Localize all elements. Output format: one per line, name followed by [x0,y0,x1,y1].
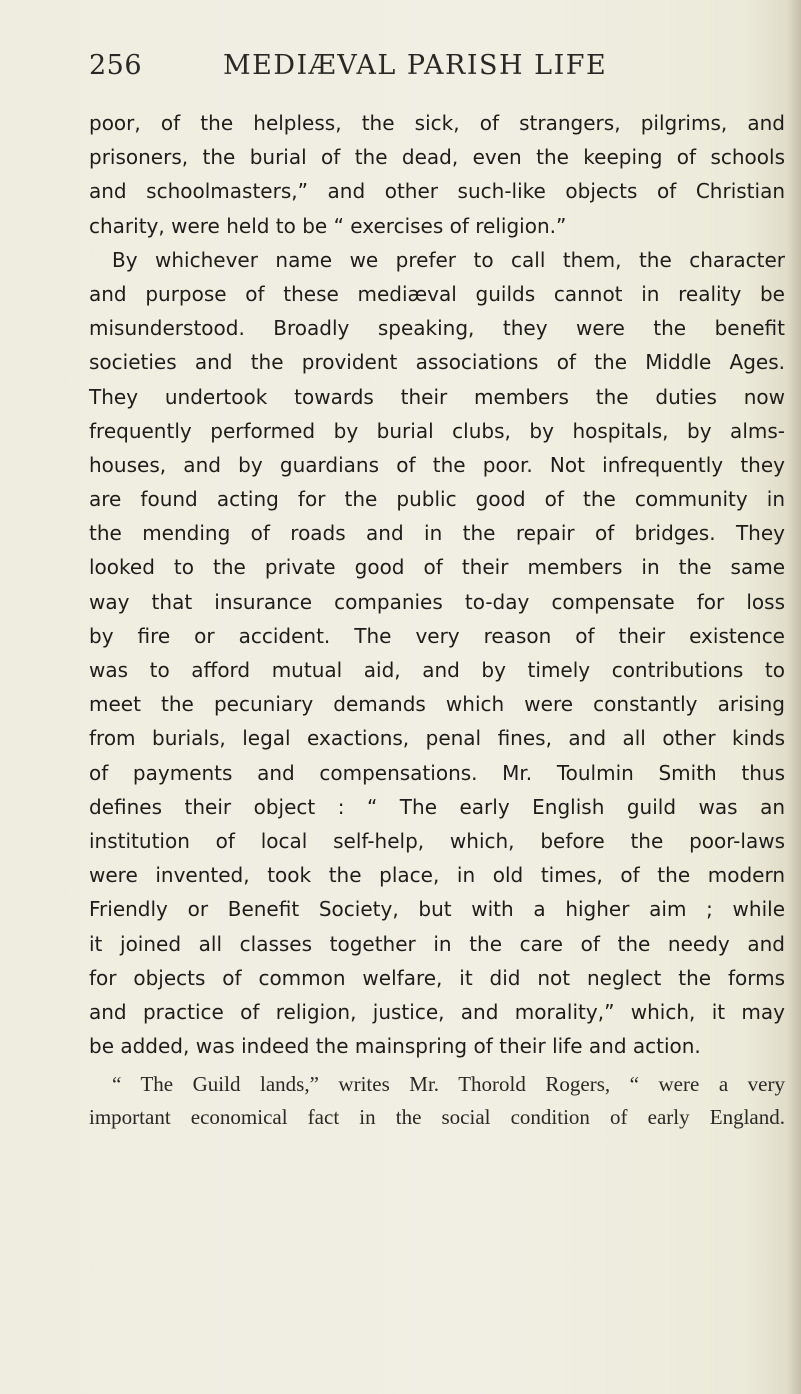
text-line: was to afford mutual aid, and by timely contributions to [89,658,785,682]
running-title: MEDIÆVAL PARISH LIFE [223,50,608,81]
text-line: Friendly or Benefit Society, but with a higher aim ; while [89,897,785,922]
text-line: the mending of roads and in the repair of bridges. They [89,521,785,546]
text-line: way that insurance companies to-day compensate for loss [89,589,785,614]
text-line: it joined all classes together in the care of the needy and [89,931,785,956]
quotation-paragraph [89,1068,785,1134]
text-line: were invented, took the place, in old times, of the modern [89,863,785,888]
text-line: They undertook towards their members the duties now [89,384,785,409]
text-line: and practice of religion, justice, and morality,” which, it may [89,999,785,1024]
text-line: and purpose of these mediæval guilds cannot in reality be [89,281,785,306]
body-text [89,106,785,1063]
text-line: “ The Guild lands,” writes Mr. Thorold Rogers, “ were a very [112,1072,785,1096]
text-line: looked to the private good of their members in the same [89,555,785,580]
text-line: meet the pecuniary demands which were constantly arising [89,692,785,717]
text-line: By whichever name we prefer to call them, the character [112,247,785,272]
page-number: 256 [89,50,143,81]
text-line: houses, and by guardians of the poor. Not infrequently they [89,452,785,477]
text-line: charity, were held to be “ exercises of religion.” [89,213,567,238]
text-line: societies and the provident associations of the Middle Ages. [89,350,785,375]
text-line: by fire or accident. The very reason of their existence [89,623,785,648]
text-line: are found acting for the public good of the community in [89,487,785,512]
text-line: be added, was indeed the mainspring of their life and action. [89,1034,701,1059]
page-edge-shadow [787,0,801,1394]
text-line: defines their object : “ The early English guild was an [89,794,785,819]
text-line: and schoolmasters,” and other such-like objects of Christian [89,179,785,204]
text-line: prisoners, the burial of the dead, even the keeping of schools [89,145,785,170]
text-line: of payments and compensations. Mr. Toulmin Smith thus [89,760,785,785]
text-line: frequently performed by burial clubs, by hospitals, by alms- [89,418,785,443]
text-line: misunderstood. Broadly speaking, they were the benefit [89,316,785,341]
text-line: poor, of the helpless, the sick, of strangers, pilgrims, and [89,111,785,135]
text-line: for objects of common welfare, it did not neglect the forms [89,965,785,990]
text-line: institution of local self-help, which, before the poor-laws [89,828,785,853]
text-line: important economical fact in the social condition of early England. [89,1105,785,1129]
running-header [89,50,729,90]
text-line: from burials, legal exactions, penal fines, and all other kinds [89,726,785,751]
